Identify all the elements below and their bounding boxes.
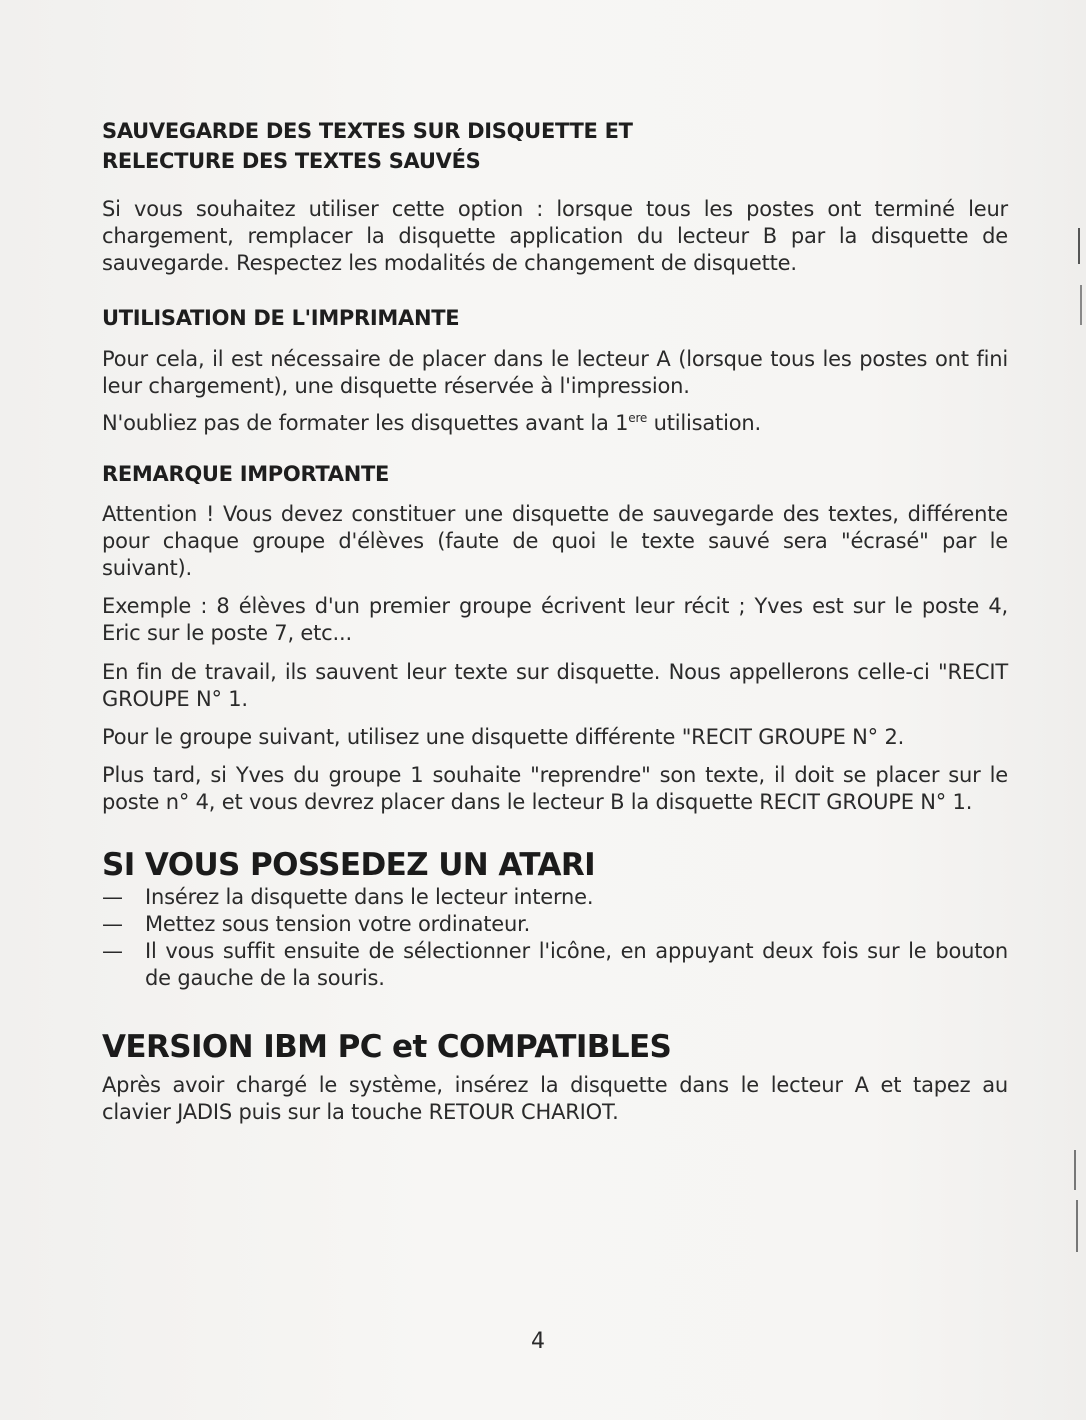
paragraph-save: Si vous souhaitez utiliser cette option : lorsque tous les postes ont terminé leur chargement, remplacer la disquette application du lecteur B par la disquette de sauvegarde. Respectez les modalités de changement de disquette. (102, 197, 1008, 275)
paragraph-note-4: Pour le groupe suivant, utilisez une disquette différente "RECIT GROUPE N° 2. (102, 725, 905, 749)
paragraph-printer-2-end: utilisation. (647, 411, 761, 435)
dash-bullet: — (102, 885, 123, 909)
atari-steps-list (102, 884, 1008, 992)
list-item (102, 911, 1008, 938)
list-item (102, 938, 1008, 992)
heading-ibm: VERSION IBM PC et COMPATIBLES (102, 1029, 672, 1065)
list-item-text: Insérez la disquette dans le lecteur interne. (145, 885, 594, 909)
binding-mark (1078, 228, 1080, 264)
paragraph-note-2: Exemple : 8 élèves d'un premier groupe écrivent leur récit ; Yves est sur le poste 4, Eric sur le poste 7, etc... (102, 594, 1008, 645)
heading-important-note: REMARQUE IMPORTANTE (102, 462, 390, 486)
dash-bullet: — (102, 912, 123, 936)
paragraph-note-1: Attention ! Vous devez constituer une disquette de sauvegarde des textes, différente pour chaque groupe d'élèves (faute de quoi le texte sauvé sera "écrasé" par le suivant). (102, 502, 1008, 580)
binding-mark (1074, 1150, 1076, 1190)
paragraph-printer-2 (102, 410, 1008, 437)
list-item-text: Il vous suffit ensuite de sélectionner l'icône, en appuyant deux fois sur le bouton de gauche de la souris. (145, 939, 1008, 990)
paragraph-note-5: Plus tard, si Yves du groupe 1 souhaite "reprendre" son texte, il doit se placer sur le poste n° 4, et vous devrez placer dans le lecteur B la disquette RECIT GROUPE N° 1. (102, 763, 1008, 814)
heading-save-line2: RELECTURE DES TEXTES SAUVÉS (102, 149, 481, 173)
paragraph-ibm: Après avoir chargé le système, insérez la disquette dans le lecteur A et tapez au clavier JADIS puis sur la touche RETOUR CHARIOT. (102, 1073, 1008, 1124)
binding-mark (1076, 1200, 1078, 1252)
page-content (102, 116, 1008, 1126)
ordinal-superscript: ere (628, 411, 648, 425)
dash-bullet: — (102, 939, 123, 963)
list-item (102, 884, 1008, 911)
heading-save-line1: SAUVEGARDE DES TEXTES SUR DISQUETTE ET (102, 119, 633, 143)
paragraph-printer-1: Pour cela, il est nécessaire de placer dans le lecteur A (lorsque tous les postes ont fini leur chargement), une disquette réservée à l'impression. (102, 347, 1008, 398)
page-number: 4 (531, 1329, 545, 1354)
paragraph-note-3: En fin de travail, ils sauvent leur texte sur disquette. Nous appellerons celle-ci "RECIT GROUPE N° 1. (102, 660, 1008, 711)
list-item-text: Mettez sous tension votre ordinateur. (145, 912, 531, 936)
paragraph-printer-2-text: N'oubliez pas de formater les disquettes avant la 1 (102, 411, 629, 435)
binding-mark (1080, 285, 1082, 325)
heading-atari: SI VOUS POSSEDEZ UN ATARI (102, 847, 596, 883)
heading-printer: UTILISATION DE L'IMPRIMANTE (102, 306, 460, 330)
